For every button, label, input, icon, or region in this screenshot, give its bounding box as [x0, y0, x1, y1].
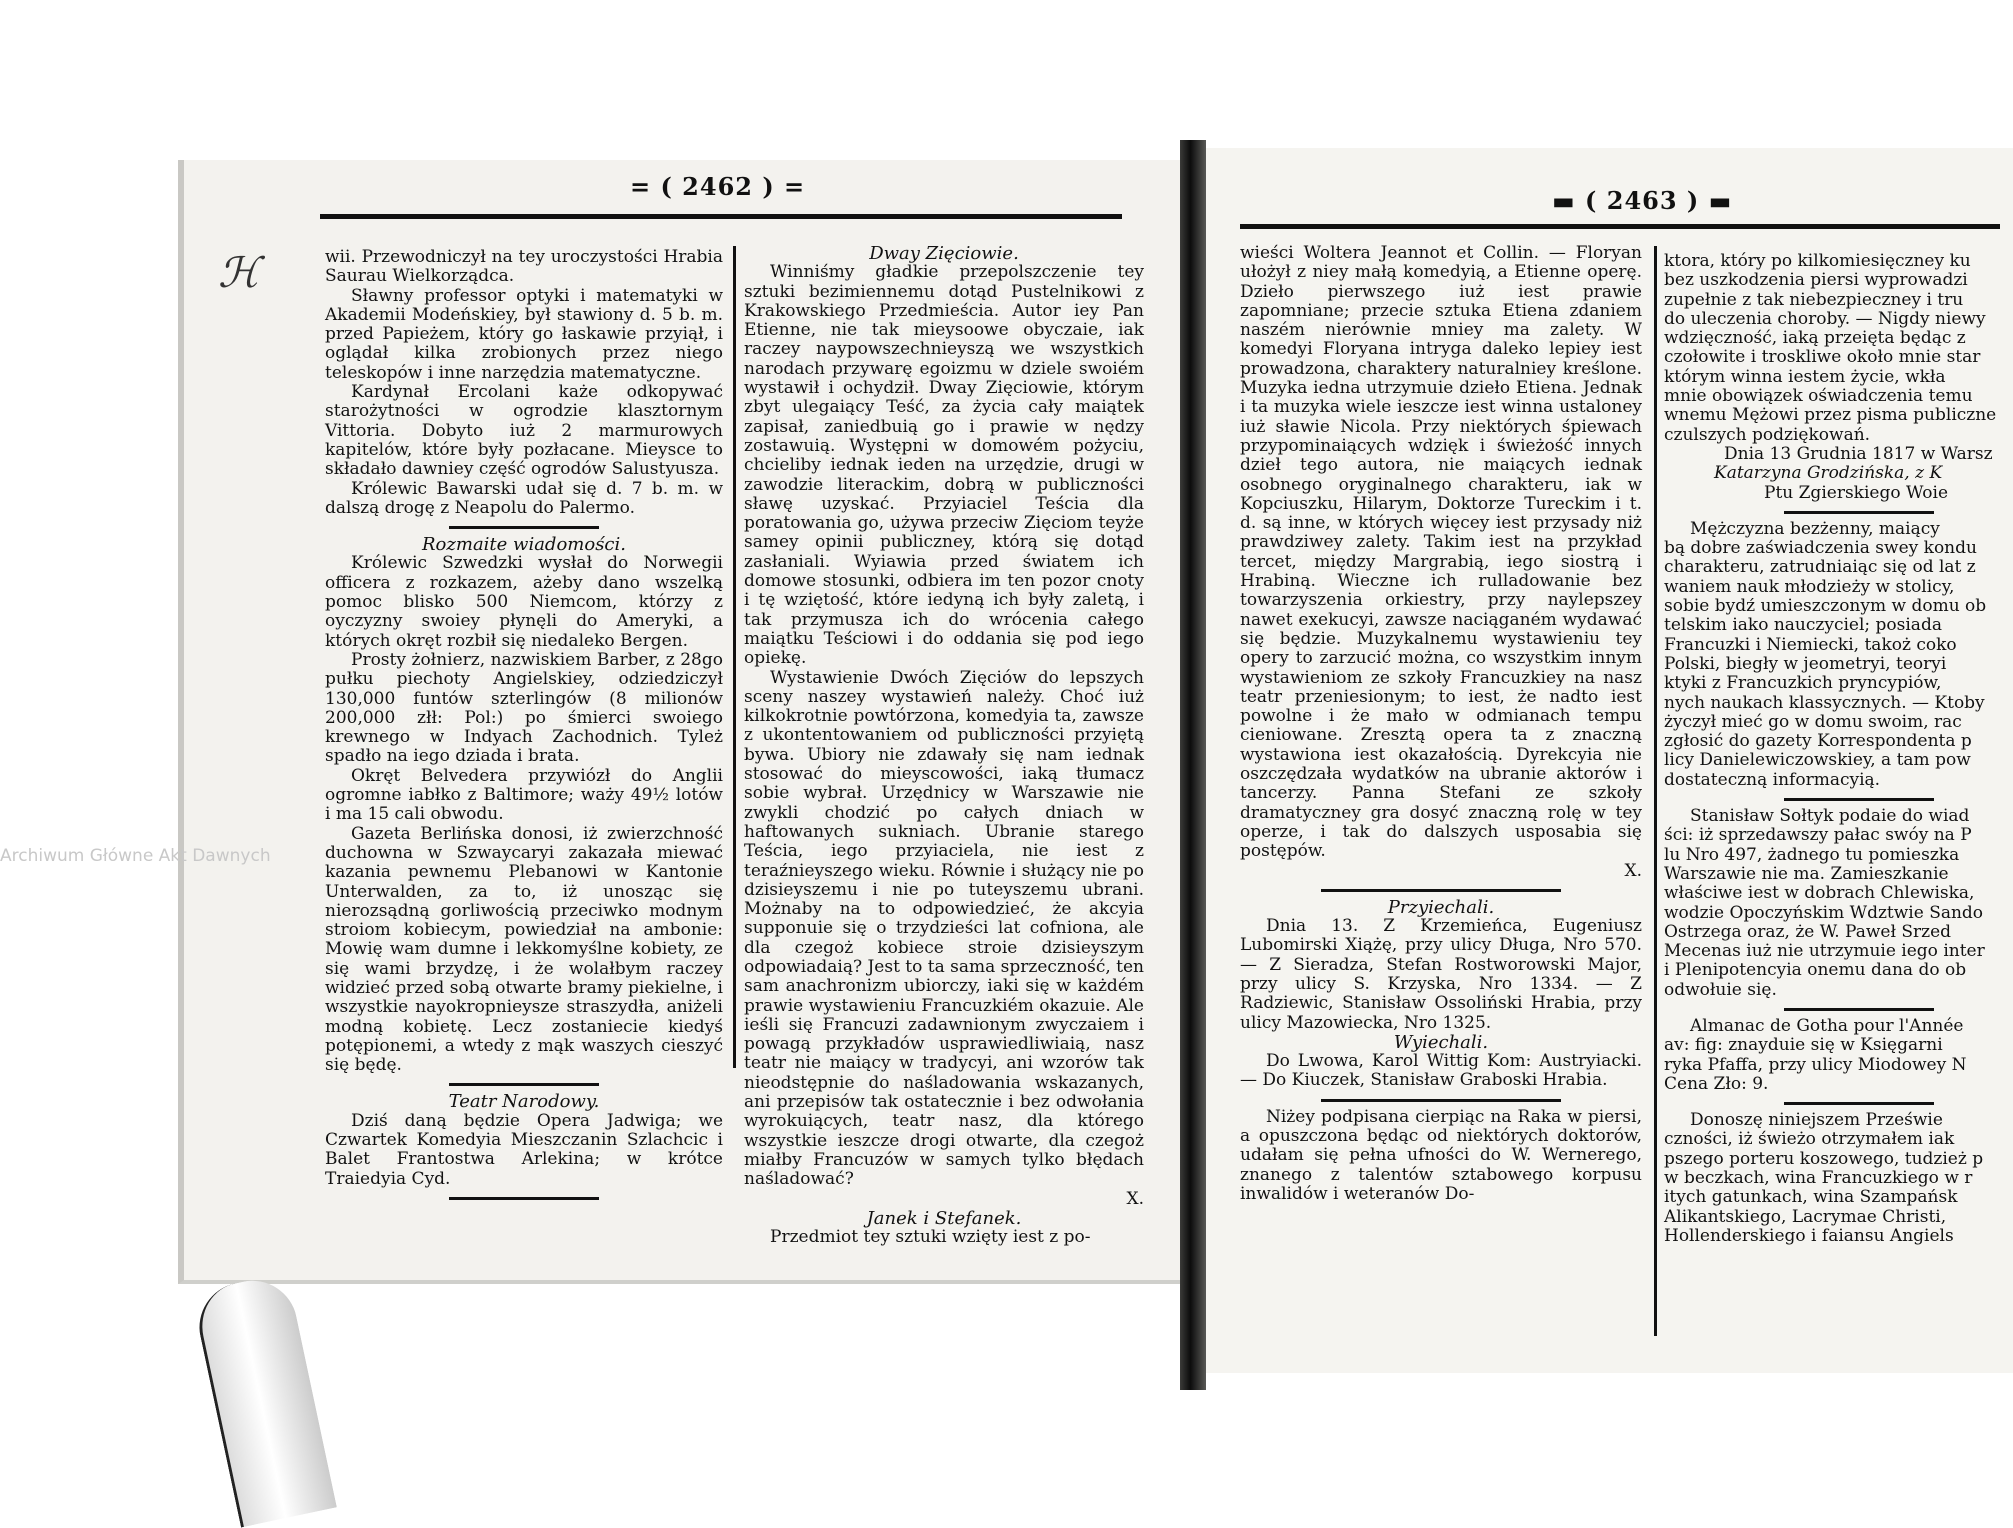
section-divider	[1321, 1099, 1561, 1102]
signature: X.	[1126, 1188, 1144, 1209]
thumb-holding-page	[191, 1272, 337, 1527]
text-line: Ptu Zgierskiego Woie	[1764, 482, 1949, 503]
text-line: zupełnie z tak niebezpieczney i tru	[1664, 289, 1964, 310]
text-line: Francuzki i Niemiecki, takoż coko	[1664, 634, 1957, 655]
text-line: ktora, który po kilkomiesięczney ku	[1664, 251, 1971, 271]
notice-2	[1664, 520, 2000, 790]
text-line: waniem nauk młodzieży w stolicy,	[1664, 576, 1955, 597]
text-line: zgłosić do gazety Korrespondenta p	[1664, 731, 1972, 752]
text-line: mnie obowiązek oświadczenia temu	[1664, 386, 1973, 407]
article-paragraph: Kardynał Ercolani każe odkopywać starożytności w ogrodzie klasztornym Vittoria. Dobyto iuż 2 marmurowych kapitelów, które były pozłacane. Mieysce to składało dawniey część ogrodów Salustyusza.	[325, 382, 723, 480]
article-paragraph: Gazeta Berlińska donosi, iż zwierzchność duchowna w Szwaycaryi zakazała miewać kazania pewnemu Plebanowi w Kantonie Unterwalden, za to, iż unosząc się nierozsądną gorliwością przeciwko modnym stroiom kobiecym, powiedział na ambonie: Mowię wam dumne i lekkomyślne kobiety, ze się wami brzydzę, i że wolałbym raczey widzieć przed sobą otwarte bramy piekielne, i wszystkie nayokropnieysze straszydła, aniżeli modną kobietę. Lecz zostaniecie kiedyś potępionemi, a wtedy z mąk waszych cieszyć się będę.	[325, 823, 723, 1076]
article-paragraph: Prosty żołnierz, nazwiskiem Barber, z 28go pułku piechoty Angielskiey, odziedziczył 130,000 funtów szterlingów (8 milionów 200,000 złł: Pol:) po śmierci swoiego krewnego w Indyach Zachodnich. Tyleż spadło na iego dziada i brata.	[325, 649, 723, 767]
article-paragraph: Dnia 13. Z Krzemieńca, Eugeniusz Lubomirski Xiążę, przy ulicy Długa, Nro 570. — Z Sieradza, Stefan Rostworowski Major, przy ulicy S. Krzyska, Nro 1334. — Z Radziewic, Stanisław Ossoliński Hrabia, przy ulicy Mazowiecka, Nro 1325.	[1240, 916, 1642, 1033]
column-rule-left	[733, 246, 736, 1068]
text-line: ryka Pfaffa, przy ulicy Miodowey N	[1664, 1054, 1967, 1075]
text-line: lu Nro 497, żadnego tu pomieszka	[1664, 844, 1960, 865]
column-rule-right	[1654, 246, 1657, 1336]
text-line: sobie bydź umieszczonym w domu ob	[1664, 596, 1987, 617]
text-line: życzył mieć go w domu swoim, rac	[1664, 711, 1962, 732]
text-line: wdzięczność, iaką przeięta będąc z	[1664, 328, 1966, 349]
page-number-left: = ( 2462 ) =	[630, 172, 806, 201]
article-paragraph: Sławny professor optyki i matematyki w Akademii Modeńskiey, był stawiony d. 5 b. m. przed Papieżem, który go łaskawie przyiął, i oglądał kilka zrobionych przez niego teleskopów i inne narzędzia matematyczne.	[325, 285, 723, 383]
signature: X.	[1624, 860, 1642, 881]
section-divider	[1784, 798, 1934, 801]
text-line: licy Danielewiczowskiey, a tam pow	[1664, 750, 1971, 771]
article-paragraph: Dziś daną będzie Opera Jadwiga; we Czwartek Komedyia Mieszczanin Szlachcic i Balet Frantostwa Arlekina; w krótce Traiedyia Cyd.	[325, 1110, 723, 1189]
text-line: odwołuie się.	[1664, 979, 1777, 1000]
column-4	[1664, 252, 2000, 1312]
text-line: wodzie Opoczyńskim Wdztwie Sando	[1664, 902, 1984, 923]
notice-5	[1664, 1111, 2000, 1246]
column-2	[744, 243, 1144, 1248]
text-line: telskim iako nauczyciel; posiada	[1664, 615, 1942, 636]
text-line: Donoszę niniejszem Prześwie	[1690, 1110, 1943, 1131]
text-line: ktyki z Francuzkich pryncypiów,	[1664, 673, 1942, 694]
section-divider	[1784, 511, 1934, 514]
article-paragraph: Królewic Bawarski udał się d. 7 b. m. w dalszą drogę z Neapolu do Palermo.	[325, 478, 723, 518]
text-line: Cena Zło: 9.	[1664, 1073, 1769, 1094]
section-divider	[449, 1197, 599, 1200]
article-paragraph: Wystawienie Dwóch Zięciów do lepszych sceny naszey wystawień należy. Choć iuż kilkokrotnie powtórzona, komedyia ta, zawsze z ukontentowaniem od publiczności przyiętą bywa. Ubiory nie zdawały się nam iednak stosować do mieyscowości, iaką tłumacz sobie wybrał. Urzędnicy w Warszawie nie zwykli chodzić po całych dniach w haftowanych sukniach. Ubranie starego Teścia, iego przyiaciela, nie iest z teraźnieyszego wieku. Równie i służący nie po dzisieyszemu i nie po tuteyszemu ubrani. Możnaby na to odpowiedzieć, że akcyia supponuie się o trzydzieści lat cofniona, ale dla czegoż kobiece stroie dzisieyszym odpowiadaią? Jest to ta sama sprzeczność, ten sam anachronizm ubiorczy, iaki się w każdém prawie wystawieniu Francuzkiém okazuie. Ale ieśli się Francuzi zadawnionym zwyczaiem i powagą przykładów usprawiedliwiaią, nasz teatr nie maiący w tradycyi, ani wzorów tak nieodstępnie do naśladowania wskazanych, ani przepisów tak ostatecznie i bez odwołania wyrokuiących, teatr nasz, dla którego wszystkie ieszcze drogi otwarte, dla czegoż miałby Francuzów w samych tylko błędach naśladować?	[744, 667, 1144, 1190]
article-paragraph: Królewic Szwedzki wysłał do Norwegii officera z rozkazem, ażeby dano wszelką pomoc blisko 500 Niemcom, którzy z oyczyzny swoiey płynęli do Ameryki, a których okręt rozbił się niedaleko Bergen.	[325, 553, 723, 651]
article-paragraph: Do Lwowa, Karol Wittig Kom: Austryiacki. — Do Kiuczek, Stanisław Graboski Hrabia.	[1240, 1051, 1642, 1091]
archive-watermark: Archiwum Główne Akt Dawnych	[0, 846, 271, 866]
section-divider	[449, 526, 599, 529]
text-line: czności, iż świeżo otrzymałem iak	[1664, 1129, 1955, 1150]
section-heading: Wyiechali.	[1393, 1031, 1489, 1053]
text-line: bez uszkodzenia piersi wyprowadzi	[1664, 270, 1968, 291]
text-line: Hollenderskiego i faiansu Angiels	[1664, 1225, 1954, 1246]
article-paragraph: wieści Woltera Jeannot et Collin. — Floryan ułożył z niey małą komedyią, a Etienne operę. Dzieło pierwszego iuż iest prawie zapomniane; przecie sztuka Etiena zdaniem naszém nierównie mniey ma zalety. W komedyi Floryana intryga daleko lepiey iest prowadzona, charaktery naturalniey kreślone. Muzyka iedna utrzymuie dzieło Etiena. Jednak i ta muzyka wiele ieszcze iest winna ustaloney iuż sławie Nicola. Przy niektórych śpiewach przypominaiących wdzięk i świeżość innych dzieł tego autora, nie maiących iednak osobnego oryginalnego charakteru, iak w Kopciuszku, Hilarym, Doktorze Tureckim i t. d. są inne, w których więcey iest przysady niż prawdziwey zalety. Takim iest na przykład tercet, między Margrabią, iego siostrą i Hrabiną. Wieczne ich rulladowanie bez towarzyszenia orkiestry, przy naylepszey nawet exekucyi, zawsze naciąganém wydawać się będzie. Muzykalnemu wystawieniu tey opery to zarzucić można, co wszystkim innym wystawieniom ze szkoły Francuzkiey na nasz teatr przeniesionym; to iest, że nadto iest powolne i że mało w odmianach tempu cieniowane. Zresztą opera ta z znaczną wystawiona iest okazałością. Dyrekcyia nie oszczędzała wydatków na ubranie aktorów i tancerzy. Panna Stefani ze szkoły dramatyczney gra dosyć znaczną rolę w tey operze, i tak do dalszych usposabia się postępów.	[1240, 243, 1642, 862]
text-line: do uleczenia choroby. — Nigdy niewy	[1664, 308, 1986, 329]
header-rule-right	[1240, 224, 2000, 229]
section-divider	[449, 1083, 599, 1086]
header-rule-left	[320, 214, 1122, 219]
text-line: av: fig: znayduie się w Księgarni	[1664, 1035, 1943, 1056]
text-line: Ostrzega oraz, że W. Paweł Srzed	[1664, 921, 1952, 942]
text-line: charakteru, zatrudniaiąc się od lat z	[1664, 557, 1976, 578]
section-heading: Dway Zięciowie.	[869, 243, 1019, 264]
article-paragraph: wii. Przewodniczył na tey uroczystości Hrabia Saurau Wielkorządca.	[325, 247, 723, 287]
article-paragraph: Niżey podpisana cierpiąc na Raka w piersi, a opuszczona będąc od niektórych doktorów, udałam się pełna ufności do W. Wernerego, znanego z talentów sztabowego korpusu inwalidów i weteranów Do-	[1240, 1106, 1642, 1204]
text-line: Stanisław Sołtyk podaie do wiad	[1690, 806, 1970, 827]
section-divider	[1784, 1102, 1934, 1105]
text-line: Dnia 13 Grudnia 1817 w Warsz	[1724, 443, 1993, 464]
text-line: itych gatunkach, wina Szampańsk	[1664, 1187, 1958, 1208]
text-line: Warszawie nie ma. Zamieszkanie	[1664, 863, 1949, 884]
text-line: dostateczną informacyią.	[1664, 769, 1881, 790]
article-paragraph: Okręt Belvedera przywiózł do Anglii ogromne iabłko z Baltimore; waży 49½ lotów i ma 15 cali obwodu.	[325, 765, 723, 825]
text-line: ści: iż sprzedawszy pałac swóy na P	[1664, 825, 1972, 846]
text-line: właściwe iest w dobrach Chlewiska,	[1664, 883, 1975, 904]
text-line: nych naukach klassycznych. — Ktoby	[1664, 692, 1985, 713]
text-line: Polski, biegły w jeometryi, teoryi	[1664, 653, 1947, 674]
section-heading: Janek i Stefanek.	[866, 1207, 1022, 1229]
notice-1	[1664, 252, 2000, 503]
text-line: Mężczyzna bezżenny, maiący	[1690, 518, 1940, 539]
text-line: Mecenas iuż nie utrzymuie iego inter	[1664, 941, 1985, 962]
text-line: i Plenipotencyia onemu dana do ob	[1664, 960, 1967, 981]
text-line: w beczkach, wina Francuzkiego w r	[1664, 1168, 1973, 1189]
article-paragraph: Winniśmy gładkie przepolszczenie tey sztuki bezimiennemu dotąd Pustelnikowi z Krakowskiego Przedmieścia. Autor iey Pan Etienne, nie tak mieysoowe obyczaie, iak raczey naypowszechnieyszą we wszystkich narodach przywarę egoizmu w dziele swoiém wystawił i ochydził. Dway Zięciowie, którym zbyt ulegaiący Teść, za życia cały maiątek zapisał, zaniedbuią go i prawie w nędzy zostawuią. Występni w domowém pożyciu, chcieliby iednak ieden na urzędzie, drugi w zawodzie literackim, dobrą w publiczności sławę uzyskać. Przyiaciel Teścia dla poratowania go, używa przeciw Zięciom teyże samey opinii publiczney, którą się dotąd zasłaniali. Wyiawia przed światem ich domowe stosunki, odbiera im ten pozor cnoty i tę wziętość, które iedyną ich były zaletą, i tak przymusza ich do wrócenia całego maiątku Teściowi i do oddania się pod iego opiekę.	[744, 262, 1144, 669]
text-line: bą dobre zaświadczenia swey kondu	[1664, 538, 1977, 559]
text-line: Alikantskiego, Lacrymae Christi,	[1664, 1206, 1947, 1227]
text-line: czołowite i troskliwe około mnie star	[1664, 347, 1981, 368]
text-line: którym winna iestem życie, wkła	[1664, 366, 1946, 387]
notice-3	[1664, 807, 2000, 1000]
article-paragraph: Przedmiot tey sztuki wzięty iest z po-	[770, 1227, 1091, 1248]
column-3	[1240, 244, 1642, 1314]
section-divider	[1321, 889, 1561, 892]
section-divider	[1784, 1008, 1934, 1011]
section-heading: Rozmaite wiadomości.	[422, 534, 626, 556]
text-line: czulszych podziękowań.	[1664, 424, 1871, 445]
column-1	[325, 247, 723, 1189]
page-number-right: ▬ ( 2463 ) ▬	[1552, 186, 1733, 215]
text-line: Almanac de Gotha pour l'Année	[1690, 1015, 1964, 1036]
notice-4	[1664, 1017, 2000, 1094]
text-line: pszego porteru koszowego, tudzież p	[1664, 1148, 1984, 1169]
book-gutter	[1180, 140, 1206, 1390]
text-line: wnemu Mężowi przez pisma publiczne	[1664, 405, 1997, 426]
text-line: Katarzyna Grodzińska, z K	[1714, 463, 1943, 484]
pencil-mark: ℋ	[218, 248, 260, 297]
section-heading: Przyiechali.	[1387, 896, 1495, 918]
section-heading: Teatr Narodowy.	[448, 1091, 600, 1113]
